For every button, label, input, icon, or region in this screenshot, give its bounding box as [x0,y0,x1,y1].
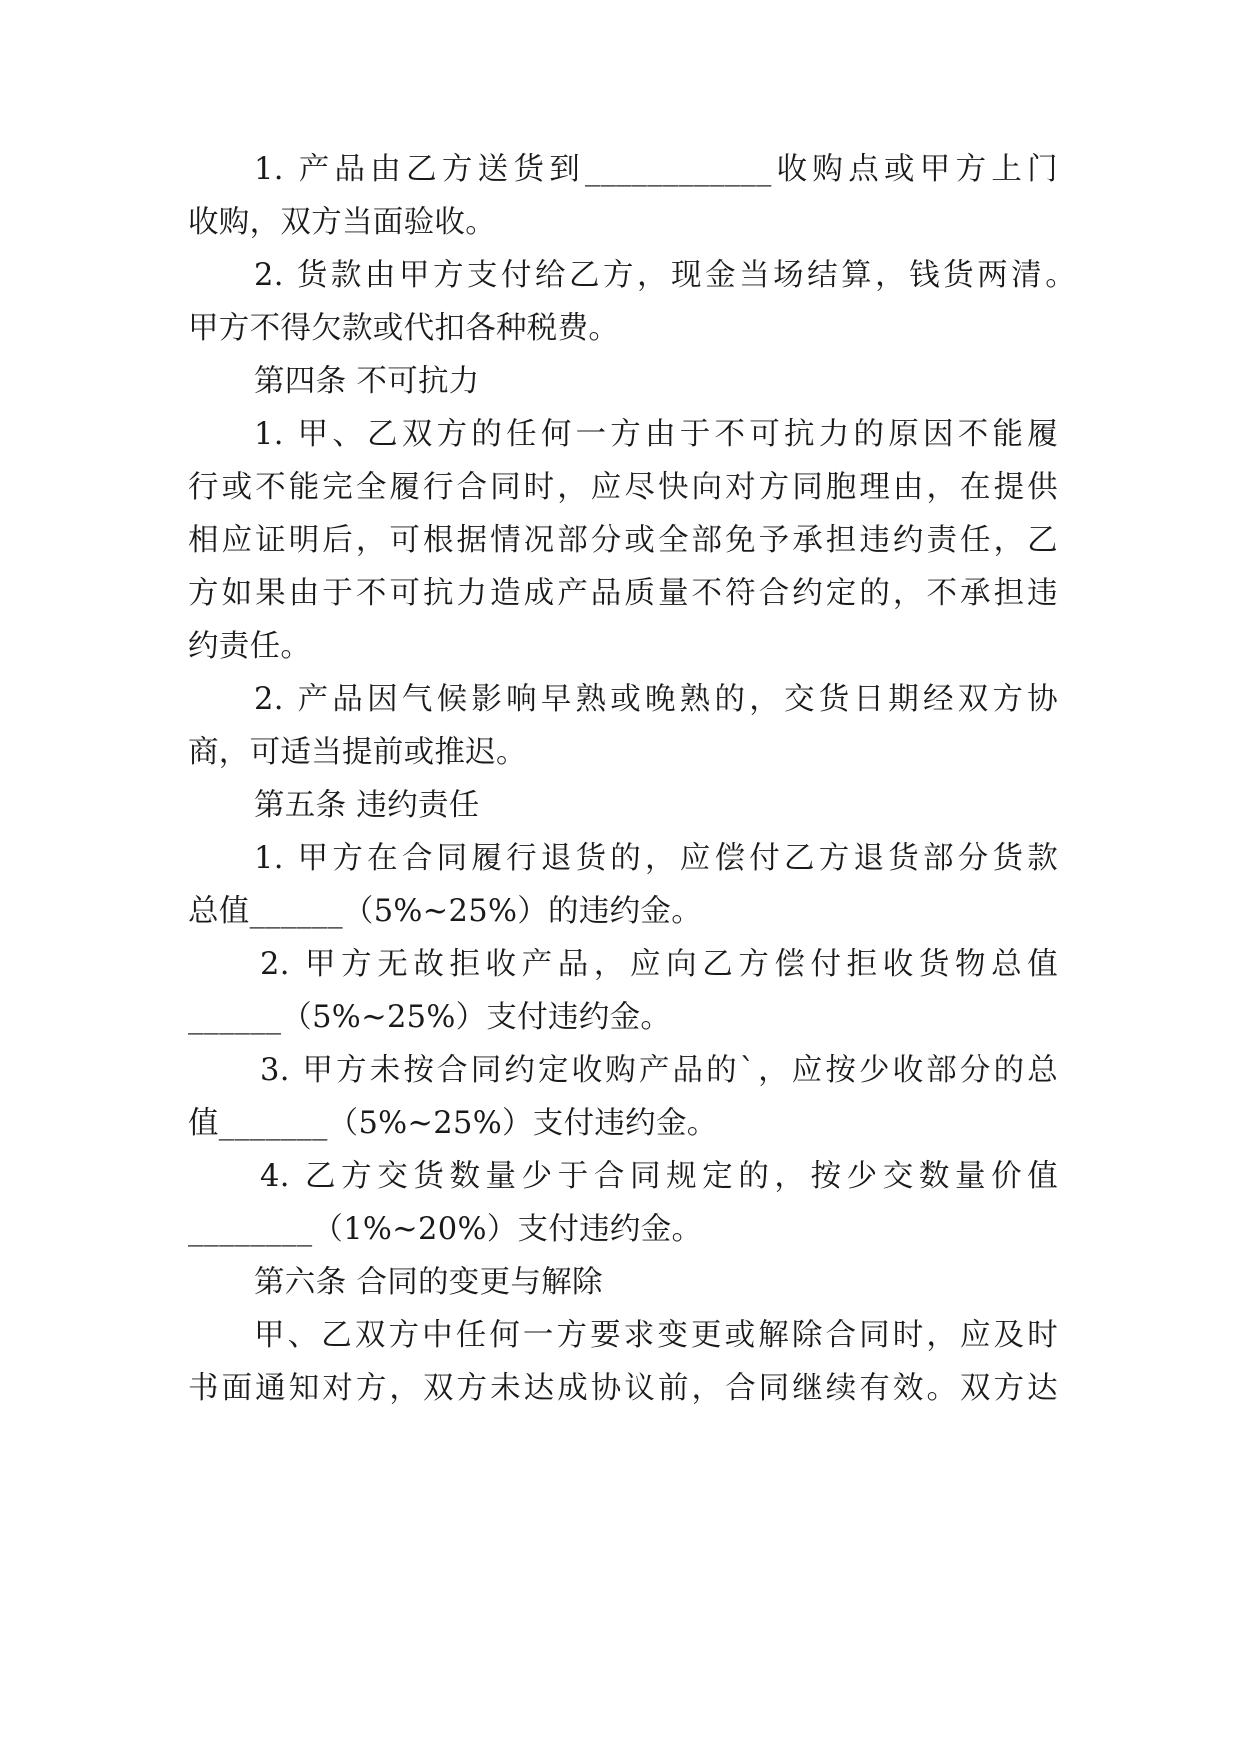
clause-5-1-line-1: 1. 甲方在合同履行退货的，应偿付乙方退货部分货款 [254,841,1058,876]
clause-5-4-line-2: ________（1%~20%）支付违约金。 [188,1212,703,1247]
clause-5-4-line-1: 4. 乙方交货数量少于合同规定的，按少交数量价值 [260,1159,1058,1194]
clause-5-3-line-2: 值_______（5%~25%）支付违约金。 [188,1106,718,1141]
clause-4-1-line-2: 行或不能完全履行合同时，应尽快向对方同胞理由，在提供 [188,470,1058,505]
clause-5-2-line-2: ______（5%~25%）支付违约金。 [188,1000,672,1035]
clause-3-2-line-2: 甲方不得欠款或代扣各种税费。 [188,311,620,346]
clause-5-2-line-1: 2. 甲方无故拒收产品，应向乙方偿付拒收货物总值 [260,947,1058,982]
clause-3-1-line-1: 1. 产品由乙方送货到____________收购点或甲方上门 [254,152,1058,187]
clause-4-1-line-1: 1. 甲、乙双方的任何一方由于不可抗力的原因不能履 [254,417,1058,452]
article-6-heading: 第六条 合同的变更与解除 [254,1265,603,1300]
clause-4-1-line-5: 约责任。 [188,629,312,664]
article-6-line-1: 甲、乙双方中任何一方要求变更或解除合同时，应及时 [254,1318,1058,1353]
clause-4-2-line-1: 2. 产品因气候影响早熟或晚熟的，交货日期经双方协 [254,682,1058,717]
clause-5-3-line-1: 3. 甲方未按合同约定收购产品的`，应按少收部分的总 [260,1053,1058,1088]
clause-4-1-line-4: 方如果由于不可抗力造成产品质量不符合约定的，不承担违 [188,576,1058,611]
clause-3-1-line-2: 收购，双方当面验收。 [188,205,496,240]
clause-4-1-line-3: 相应证明后，可根据情况部分或全部免予承担违约责任，乙 [188,523,1058,558]
clause-4-2-line-2: 商，可适当提前或推迟。 [188,735,527,770]
article-6-line-2: 书面通知对方，双方未达成协议前，合同继续有效。双方达 [188,1371,1058,1406]
clause-3-2-line-1: 2. 货款由甲方支付给乙方，现金当场结算，钱货两清。 [254,258,1076,293]
article-4-heading: 第四条 不可抗力 [254,364,480,399]
clause-5-1-line-2: 总值______（5%~25%）的违约金。 [188,894,703,929]
article-5-heading: 第五条 违约责任 [254,788,480,823]
